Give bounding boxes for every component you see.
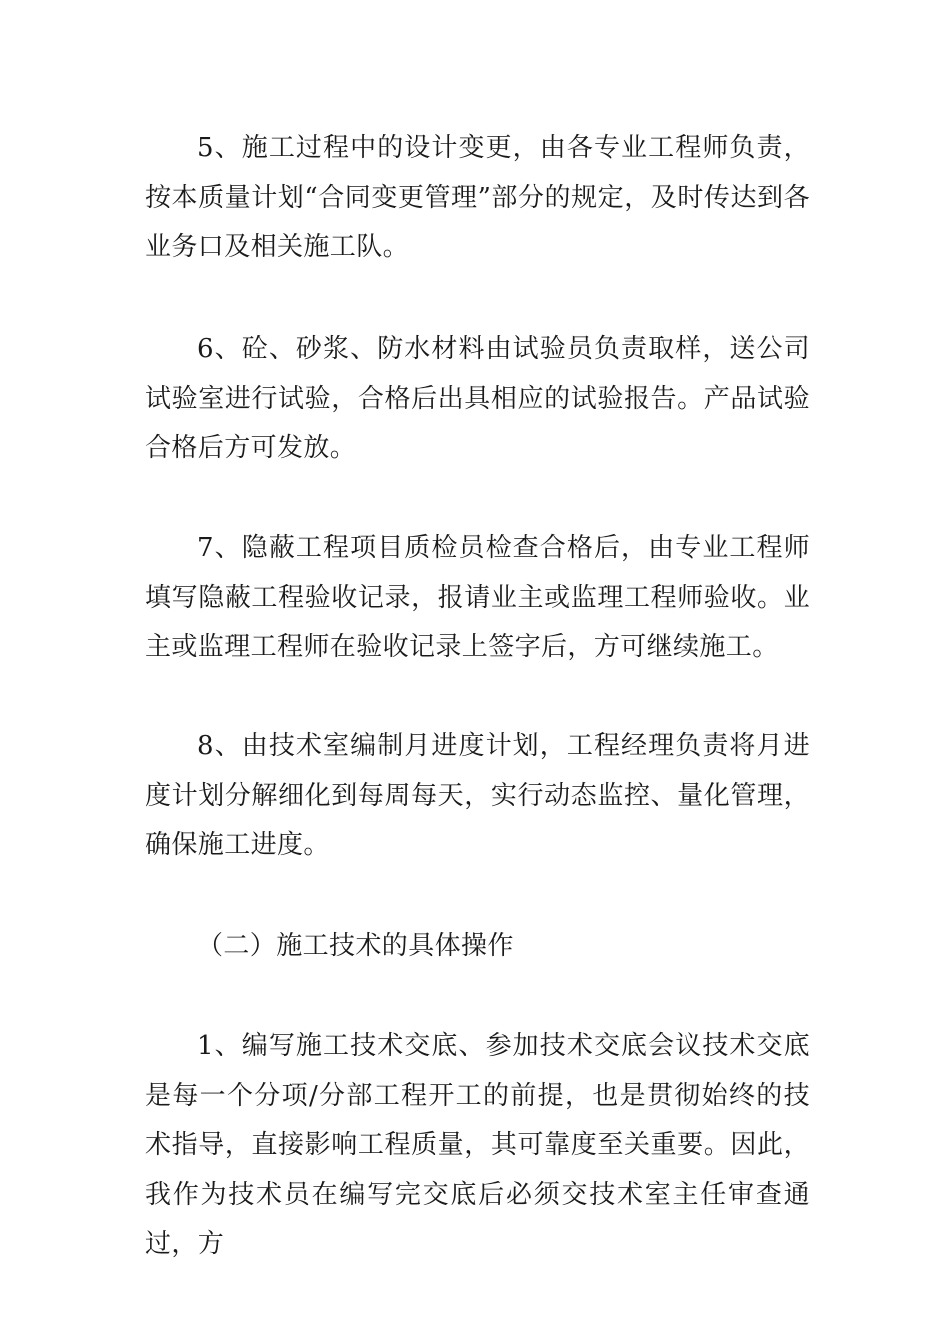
paragraph-item-6: 6、砼、砂浆、防水材料由试验员负责取样，送公司试验室进行试验，合格后出具相应的试验报告。产品试验合格后方可发放。 (145, 334, 810, 463)
paragraph-item-8: 8、由技术室编制月进度计划，工程经理负责将月进度计划分解细化到每周每天，实行动态监控、量化管理，确保施工进度。 (145, 731, 810, 860)
paragraph-item-7: 7、隐蔽工程项目质检员检查合格后，由专业工程师填写隐蔽工程验收记录，报请业主或监理工程师验收。业主或监理工程师在验收记录上签字后，方可继续施工。 (145, 533, 810, 662)
section-heading: （二）施工技术的具体操作 (197, 931, 514, 961)
paragraph-item-1: 1、编写施工技术交底、参加技术交底会议技术交底是每一个分项/分部工程开工的前提，也是贯彻始终的技术指导，直接影响工程质量，其可靠度至关重要。因此，我作为技术员在编写完交底后必须交技术室主任审查通过，方 (145, 1031, 810, 1259)
paragraph-item-5: 5、施工过程中的设计变更，由各专业工程师负责，按本质量计划“合同变更管理”部分的规定，及时传达到各业务口及相关施工队。 (145, 133, 810, 262)
